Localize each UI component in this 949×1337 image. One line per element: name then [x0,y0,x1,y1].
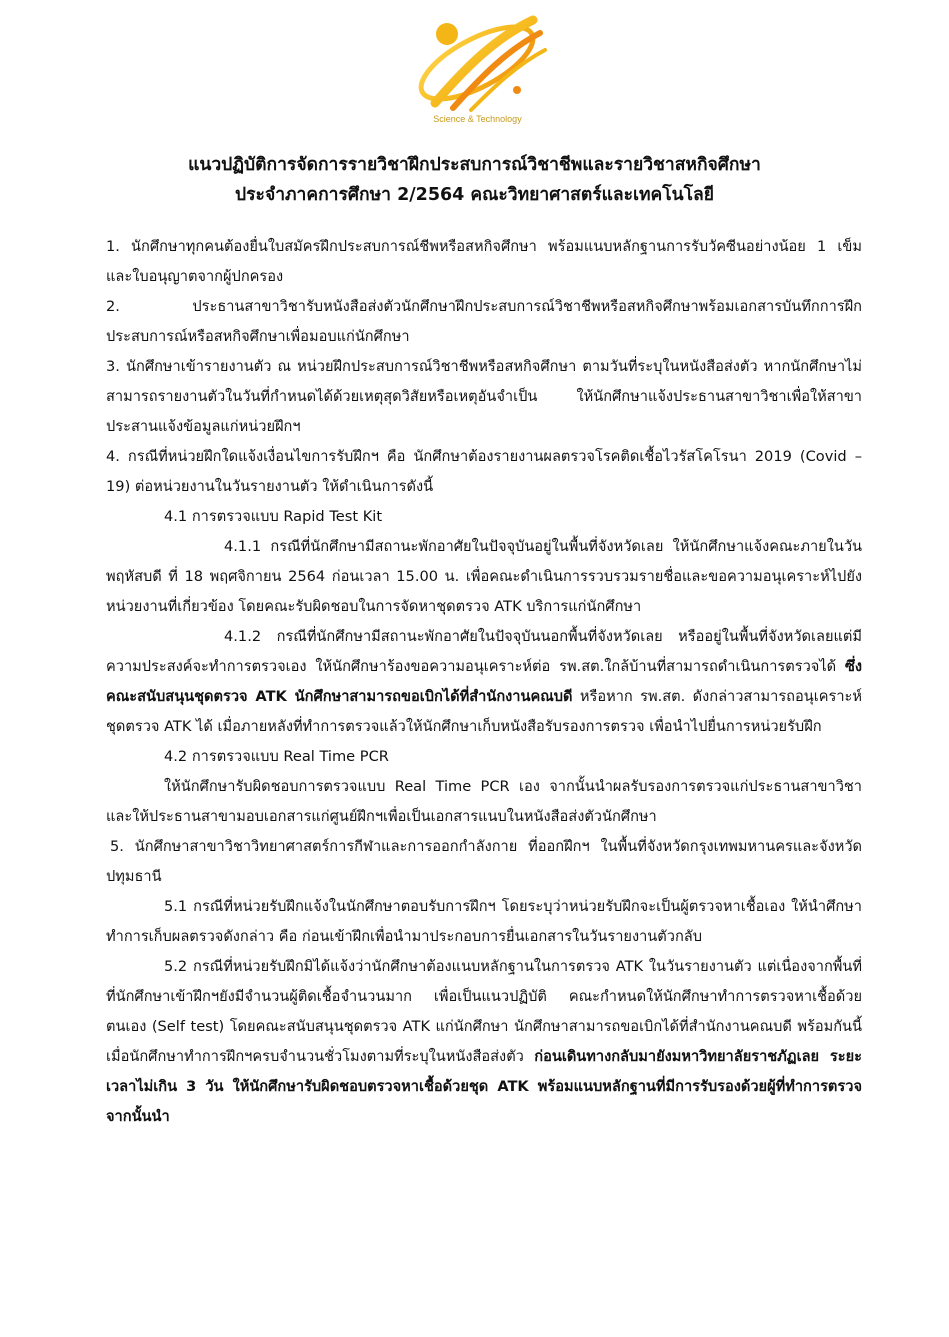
document-body [106,232,862,1132]
title-line-1: แนวปฏิบัติการจัดการรายวิชาฝึกประสบการณ์วิชาชีพและรายวิชาสหกิจศึกษา [188,155,761,175]
item-4-2-heading: 4.2 การตรวจแบบ Real Time PCR [164,748,389,765]
item-4-2-body: ให้นักศึกษารับผิดชอบการตรวจแบบ Real Time PCR เอง จากนั้นนำผลรับรองการตรวจแก่ประธานสาขาวิชา และให้ประธานสาขามอบเอกสารแก่ศูนย์ฝึกฯเพื่อเป็นเอกสารแนบในหนังสือส่งตัวนักศึกษา [106,778,862,825]
item-1: 1. นักศึกษาทุกคนต้องยื่นใบสมัครฝึกประสบการณ์ชีพหรือสหกิจศึกษา พร้อมแนบหลักฐานการรับวัคซีนอย่างน้อย 1 เข็ม และใบอนุญาตจากผู้ปกครอง [106,238,862,285]
logo-caption: Science & Technology [433,114,522,124]
item-5-2-bold: ก่อนเดินทางกลับมายังมหาวิทยาลัยราชภัฏเลย ระยะเวลาไม่เกิน 3 วัน ให้นักศึกษารับผิดชอบตรวจหาเชื้อด้วยชุด ATK พร้อมแนบหลักฐานที่มีการรับรองด้วยผู้ที่ทำการตรวจ จากนั้นนำ [106,1048,862,1125]
item-5-2-text: 5.2 กรณีที่หน่วยรับฝึกมิได้แจ้งว่านักศึกษาต้องแนบหลักฐานในการตรวจ ATK ในวันรายงานตัว แต่เนื่องจากพื้นที่ที่นักศึกษาเข้าฝึกฯยังมีจำนวนผู้ติดเชื้อจำนวนมาก เพื่อเป็นแนวปฏิบัติ คณะกำหนดให้นักศึกษาทำการตรวจหาเชื้อด้วยตนเอง (Self test) โดยคณะสนับสนุนชุดตรวจ ATK แก่นักศึกษา นักศึกษาสามารถขอเบิกได้ที่สำนักงานคณบดี พร้อมกันนี้เมื่อนักศึกษาทำการฝึกฯครบจำนวนชั่วโมงตามที่ระบุในหนังสือส่งตัว [106,958,862,1065]
item-2: 2. ประธานสาขาวิชารับหนังสือส่งตัวนักศึกษาฝึกประสบการณ์วิชาชีพหรือสหกิจศึกษาพร้อมเอกสารบันทึกการฝึกประสบการณ์หรือสหกิจศึกษาเพื่อมอบแก่นักศึกษา [106,298,862,345]
document-title [0,150,949,210]
item-4-1-heading: 4.1 การตรวจแบบ Rapid Test Kit [164,508,383,525]
item-4-1-2-text-a: 4.1.2 กรณีที่นักศึกษามีสถานะพักอาศัยในปัจจุบันนอกพื้นที่จังหวัดเลย หรืออยู่ในพื้นที่จังหวัดเลยแต่มีความประสงค์จะทำการตรวจเอง ให้นักศึกษาร้องขอความอนุเคราะห์ต่อ รพ.สต.ใกล้บ้านที่สามารถดำเนินการตรวจได้ [106,628,862,675]
item-4-1-2 [106,622,862,742]
title-line-2: ประจำภาคการศึกษา 2/2564 คณะวิทยาศาสตร์และเทคโนโลยี [235,185,714,205]
faculty-logo [395,8,560,133]
item-5-1: 5.1 กรณีที่หน่วยรับฝึกแจ้งในนักศึกษาตอบรับการฝึกฯ โดยระบุว่าหน่วยรับฝึกจะเป็นผู้ตรวจหาเชื้อเอง ให้นำศึกษาทำการเก็บผลตรวจดังกล่าว คือ ก่อนเข้าฝึกเพื่อนำมาประกอบการยื่นเอกสารในวันรายงานตัวกลับ [106,898,862,945]
item-5-2 [106,952,862,1132]
item-4-1-2-bold: ซึ่งคณะสนับสนุนชุดตรวจ ATK นักศึกษาสามารถขอเบิกได้ที่สำนักงานคณบดี [106,658,862,705]
item-4-1-2-text-c: หรือหาก รพ.สต. ดังกล่าวสามารถอนุเคราะห์ชุดตรวจ ATK ได้ เมื่อภายหลังที่ทำการตรวจแล้วให้นักศึกษาเก็บหนังสือรับรองการตรวจ เพื่อนำไปยื่นการหน่วยรับฝึก [106,688,863,735]
item-3: 3. นักศึกษาเข้ารายงานตัว ณ หน่วยฝึกประสบการณ์วิชาชีพหรือสหกิจศึกษา ตามวันที่ระบุในหนังสือส่งตัว หากนักศึกษาไม่สามารถรายงานตัวในวันที่กำหนดได้ด้วยเหตุสุดวิสัยหรือเหตุอันจำเป็น ให้นักศึกษาแจ้งประธานสาขาวิชาเพื่อให้สาขาประสานแจ้งข้อมูลแก่หน่วยฝึกฯ [106,358,862,435]
atom-logo-icon [395,8,560,118]
item-5: 5. นักศึกษาสาขาวิชาวิทยาศาสตร์การกีฬาและการออกกำลังกาย ที่ออกฝึกฯ ในพื้นที่จังหวัดกรุงเทพมหานครและจังหวัดปทุมธานี [106,838,862,885]
item-4-1-1: 4.1.1 กรณีที่นักศึกษามีสถานะพักอาศัยในปัจจุบันอยู่ในพื้นที่จังหวัดเลย ให้นักศึกษาแจ้งคณะภายในวันพฤหัสบดี ที่ 18 พฤศจิกายน 2564 ก่อนเวลา 15.00 น. เพื่อคณะดำเนินการรวบรวมรายชื่อและขอความอนุเคราะห์ไปยังหน่วยงานที่เกี่ยวข้อง โดยคณะรับผิดชอบในการจัดหาชุดตรวจ ATK บริการแก่นักศึกษา [106,538,862,615]
item-4: 4. กรณีที่หน่วยฝึกใดแจ้งเงื่อนไขการรับฝึกฯ คือ นักศึกษาต้องรายงานผลตรวจโรคติดเชื้อไวรัสโคโรนา 2019 (Covid –19) ต่อหน่วยงานในวันรายงานตัว ให้ดำเนินการดังนี้ [106,448,862,495]
